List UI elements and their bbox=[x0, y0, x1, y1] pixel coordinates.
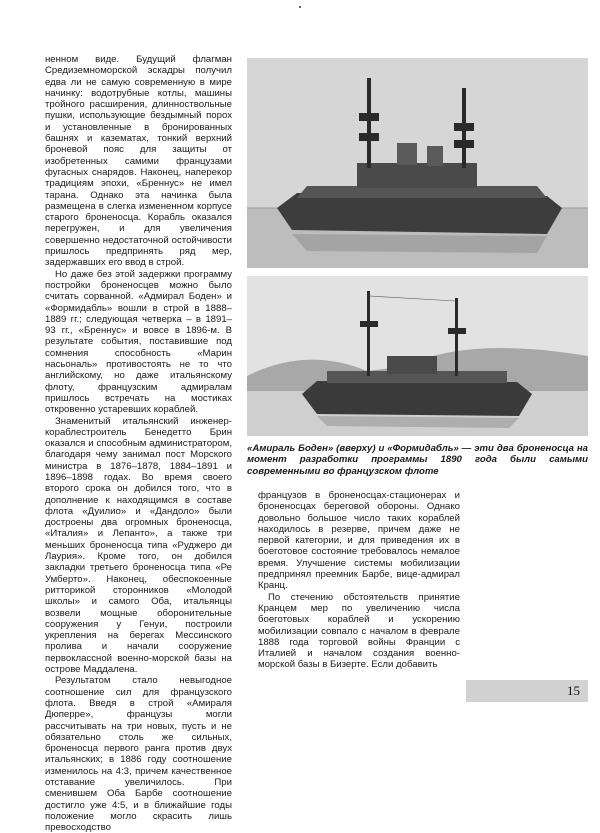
left-paragraph-2: Но даже без этой задержки программу постройки броненосцев можно было считать сорванной. «Адмирал Боден» и «Формидабль» вошли в строй в 1888–1889 гг.; следующая четверка – в 1891–93 гг., «Бреннус» и вовсе в 1896-м. В результате события, поставившие под сомнения способность «Марин насьональ» противостоять не то что английскому, но даже итальянскому флоту, французским адмиралам пришлось встречать на мостиках откровенно устаревших кораблей. bbox=[45, 268, 232, 416]
page-number-bar bbox=[466, 680, 588, 702]
right-paragraph-2: По стечению обстоятельств принятие Кранцем мер по увеличению числа боеготовых кораблей и ускорению мобилизации совпало с началом в феврале 1888 года торговой войны Франции с Италией и началом создания военно-морской базы в Бизерте. Если добавить bbox=[258, 591, 460, 671]
left-paragraph-3: Знаменитый итальянский инженер-кораблестроитель Бенедетто Брин оказался и способным администратором, благодаря чему занимал пост Морского министра в 1876–1878, 1884–1891 и 1896–1898 годах. Во время своего второго срока он добился того, что в дополнение к находящимся в составе флота «Дуилио» и «Дандоло» были достроены два огромных броненосца, «Италия» и Лепанто», а также три меньших броненосца типа «Руджеро ди Лаурия». Кроме того, он добился закладки третьего броненосца типа «Ре Умберто». Наконец, обеспокоенные ритторикой сторонников «Молодой школы» и самого Оба, итальянцы возвели мощные оборонительные сооружения у Генуи, построили укрепления на берегах Мессинского пролива и начали сооружение первоклассной военно-морской базы на острове Маддалена. bbox=[45, 415, 232, 676]
left-paragraph-1: ненном виде. Будущий флагман Средиземноморской эскадры получил едва ли не самую современную в мире начинку: водотрубные котлы, машины тройного расширения, длинноствольные пушки, использующие бездымный порох и установленные в бронированных башнях и казематах, тонкий верхний броневой пояс для защиты от изобретенных самими французами фугасных снарядов. Наконец, наперекор традициям эпохи, «Бреннус» не имел тарана. Однако эта начинка была размещена в слегка измененном корпусе старого броненосца. Корабль оказался перегружен, и для увеличения совершенно недостаточной остойчивости пришлось предпринять ряд мер, задержавших его ввод в строй. bbox=[45, 54, 232, 269]
photo-formidable bbox=[247, 276, 588, 436]
ship-photo-bottom bbox=[247, 276, 588, 436]
photo-amiral-baudin bbox=[247, 58, 588, 268]
page-mark bbox=[299, 6, 301, 8]
page-number: 15 bbox=[567, 683, 580, 698]
ship-photo-top bbox=[247, 58, 588, 268]
left-text-column bbox=[45, 54, 232, 833]
right-paragraph-1: французов в броненосцах-стационерах и броненосцах береговой обороны. Однако довольно большое число таких кораблей находилось в резерве, причем даже не первой категории, и для приведения их в боеготовое состояние требовалось немалое время. Улучшение системы мобилизации предпринял преемник Барбе, вице-адмирал Кранц. bbox=[258, 490, 460, 592]
photo-caption: «Амираль Боден» (вверху) и «Формидабль» — эти два броненосца на момент разработки программы 1890 года были самыми современными во французском флоте bbox=[247, 443, 588, 477]
left-paragraph-4: Результатом стало невыгодное соотношение сил для французского флота. Введя в строй «Амираля Дюперре», французы могли рассчитывать на три новых, пусть и не обязательно столь же сильных, броненосца первого ранга против двух итальянских; в 1886 году соотношение изменилось на 4:3, причем качественное отставание увеличилось. При сменившем Оба Барбе соотношение достигло уже 4:5, и в ближайшие годы положение могло скрасить лишь превосходство bbox=[45, 675, 232, 833]
right-text-column bbox=[258, 490, 460, 671]
